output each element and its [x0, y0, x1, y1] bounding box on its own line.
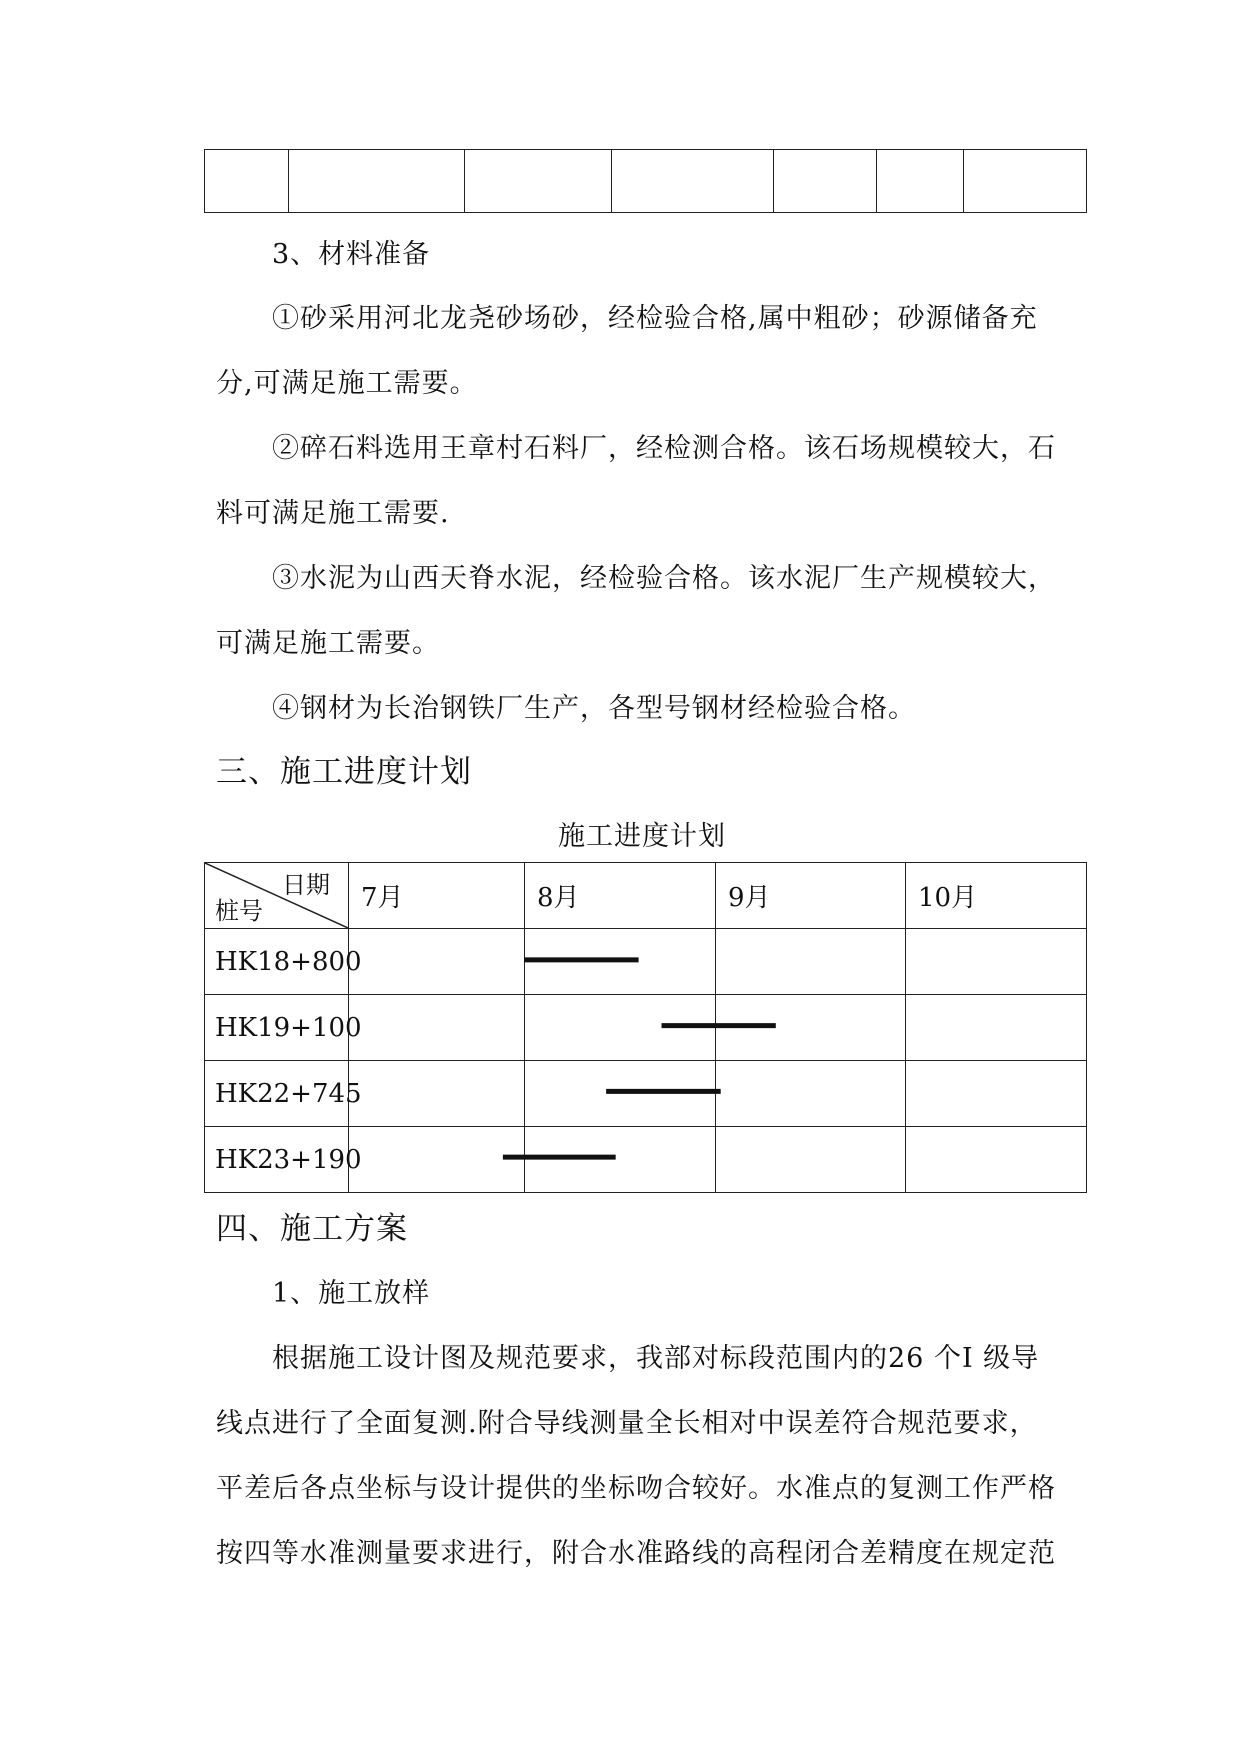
section-heading-schedule: 三、施工进度计划	[216, 754, 472, 790]
table-row	[205, 929, 1087, 995]
table-cell	[525, 1061, 716, 1127]
table-cell	[525, 995, 716, 1061]
table-cell	[289, 150, 465, 213]
table-cell	[716, 1127, 906, 1193]
material-item-cement-line2: 可满足施工需要。	[216, 628, 440, 659]
material-item-gravel-line2: 料可满足施工需要.	[216, 498, 450, 529]
corner-station-label: 桩号	[215, 897, 263, 925]
station-label: HK23+190	[205, 1127, 349, 1193]
table-row	[205, 150, 1087, 213]
table-cell	[906, 1127, 1087, 1193]
material-item-gravel-line1: ②碎石料选用王章村石料厂，经检测合格。该石场规模较大，石	[272, 433, 1056, 464]
month-header-9: 9月	[716, 863, 906, 929]
table-cell	[205, 150, 289, 213]
material-item-steel-line1: ④钢材为长治钢铁厂生产，各型号钢材经检验合格。	[272, 693, 916, 724]
material-item-sand-line2: 分,可满足施工需要。	[216, 368, 478, 399]
material-item-cement-line1: ③水泥为山西天脊水泥，经检验合格。该水泥厂生产规模较大，	[272, 563, 1056, 594]
station-label: HK19+100	[205, 995, 349, 1061]
table-row	[205, 1061, 1087, 1127]
subsection-heading-layout: 1、施工放样	[272, 1278, 431, 1309]
paragraph-line: 按四等水准测量要求进行，附合水准路线的高程闭合差精度在规定范	[216, 1538, 1056, 1569]
table-title: 施工进度计划	[558, 821, 726, 852]
paragraph-line: 根据施工设计图及规范要求，我部对标段范围内的26 个I 级导	[272, 1343, 1040, 1374]
table-row	[205, 1127, 1087, 1193]
table-row	[205, 995, 1087, 1061]
table-header-row	[205, 863, 1087, 929]
table-cell	[525, 929, 716, 995]
table-cell	[716, 995, 906, 1061]
materials-heading: 3、材料准备	[272, 239, 431, 270]
station-label: HK18+800	[205, 929, 349, 995]
table-cell	[349, 929, 525, 995]
paragraph-line: 线点进行了全面复测.附合导线测量全长相对中误差符合规范要求，	[216, 1408, 1038, 1439]
month-header-10: 10月	[906, 863, 1087, 929]
corner-header-cell	[205, 863, 349, 929]
section-heading-plan: 四、施工方案	[216, 1211, 408, 1247]
table-cell	[349, 995, 525, 1061]
corner-date-label: 日期	[282, 871, 330, 899]
month-header-8: 8月	[525, 863, 716, 929]
continued-table	[204, 149, 1087, 213]
table-cell	[964, 150, 1087, 213]
table-cell	[349, 1127, 525, 1193]
table-cell	[906, 995, 1087, 1061]
table-cell	[525, 1127, 716, 1193]
paragraph-line: 平差后各点坐标与设计提供的坐标吻合较好。水准点的复测工作严格	[216, 1473, 1056, 1504]
table-cell	[774, 150, 877, 213]
schedule-table	[204, 862, 1087, 1193]
table-cell	[906, 1061, 1087, 1127]
table-cell	[716, 1061, 906, 1127]
table-cell	[877, 150, 964, 213]
table-cell	[349, 1061, 525, 1127]
table-cell	[612, 150, 774, 213]
month-header-7: 7月	[349, 863, 525, 929]
table-cell	[465, 150, 612, 213]
table-cell	[906, 929, 1087, 995]
material-item-sand-line1: ①砂采用河北龙尧砂场砂，经检验合格,属中粗砂；砂源储备充	[272, 303, 1038, 334]
table-cell	[716, 929, 906, 995]
station-label: HK22+745	[205, 1061, 349, 1127]
